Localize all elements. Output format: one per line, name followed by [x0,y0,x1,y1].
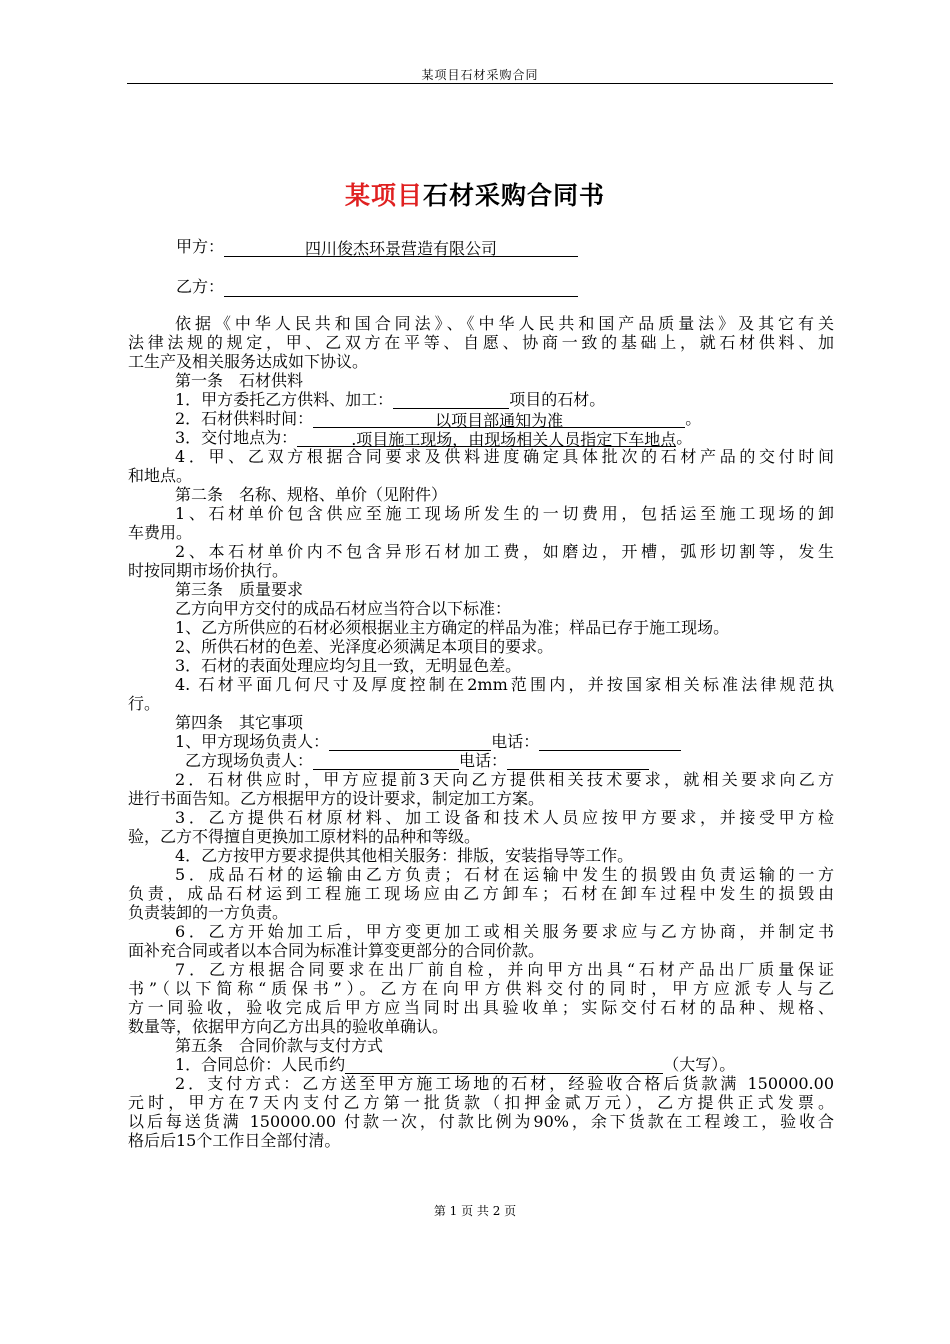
clause-1-4: 4．甲、乙双方根据合同要求及供料进度确定具体批次的石材产品的交付时间 [175,447,834,466]
clause-3-4-cont: 行。 [128,694,161,713]
clause-text: 乙方现场负责人： [185,751,314,770]
page-header: 某项目石材采购合同 [421,68,539,82]
title-text: 石材采购合同书 [423,181,606,210]
clause-2-1: 1、石材单价包含供应至施工现场所发生的一切费用，包括运至施工现场的卸 [175,504,834,523]
clause-3-2: 2、所供石材的色差、光泽度必须满足本项目的要求。 [175,637,554,656]
clause-2-2-cont: 时按同期市场价执行。 [128,561,289,580]
clause-2-2: 2、本石材单价内不包含异形石材加工费，如磨边，开槽，弧形切割等，发生 [175,542,834,561]
clause-text: 电话： [459,751,508,770]
party-b-label: 乙方： [176,277,225,296]
intro-line: 法律法规的规定，甲、乙双方在平等、自愿、协商一致的基础上，就石材供料、加 [128,333,834,352]
clause-4-5-cont: 负责，成品石材运到工程施工现场应由乙方卸车；石材在卸车过程中发生的损毁由 [128,884,834,903]
blank-field [313,753,459,770]
clause-5-2: 2．支付方式：乙方送至甲方施工场地的石材，经验收合格后货款满 150000.00 [175,1074,834,1093]
clause-3-intro: 乙方向甲方交付的成品石材应当符合以下标准： [175,599,512,618]
blank-field [345,1057,663,1074]
clause-1-3 [128,428,834,447]
clause-1-4-cont: 和地点。 [128,466,193,485]
clause-4-6-cont: 面补充合同或者以本合同为标准计算变更部分的合同价款。 [128,941,545,960]
party-a-label: 甲方： [176,237,225,256]
clause-text: 电话： [491,732,540,751]
article-3-title: 第三条 质量要求 [175,580,304,599]
clause-4-2-cont: 进行书面告知。乙方根据甲方的设计要求，制定加工方案。 [128,789,545,808]
title-project-name: 某项目 [344,181,423,210]
article-1-title: 第一条 石材供料 [175,371,304,390]
clause-4-6: 6．乙方开始加工后，甲方变更加工或相关服务要求应与乙方协商，并制定书 [175,922,834,941]
blank-field [539,734,681,751]
header-rule [127,83,833,84]
clause-4-2: 2．石材供应时，甲方应提前3天向乙方提供相关技术要求，就相关要求向乙方 [175,770,834,789]
clause-text: 1．甲方委托乙方供料、加工： [175,390,394,409]
party-b-value [224,276,578,297]
clause-text: 1．合同总价：人民币约 [175,1055,346,1074]
clause-3-4: 4. 石材平面几何尺寸及厚度控制在2mm范围内，并按国家相关标准法律规范执 [175,675,834,694]
clause-text: 项目的石材。 [509,390,606,409]
article-2-title: 第二条 名称、规格、单价（见附件） [175,485,448,504]
clause-text: 1、甲方现场负责人： [175,732,330,751]
clause-4-7-cont: 书”（以下简称“质保书”）。乙方在向甲方供料交付的同时，甲方应派专人与乙 [128,979,834,998]
filled-field: 以项目部通知为准 [313,411,685,428]
blank-field [393,392,509,409]
intro-line: 工生产及相关服务达成如下协议。 [128,352,369,371]
clause-4-1 [128,732,834,751]
party-a-value: 四川俊杰环景营造有限公司 [224,236,578,257]
clause-4-1b [128,751,834,770]
party-b [176,274,578,297]
contract-body [128,314,834,1150]
clause-3-1: 1、乙方所供应的石材必须根据业主方确定的样品为准；样品已存于施工现场。 [175,618,730,637]
clause-5-2-cont: 元时，甲方在7天内支付乙方第一批货款（扣押金贰万元），乙方提供正式发票。 [128,1093,834,1112]
clause-1-1 [128,390,834,409]
clause-4-5: 5．成品石材的运输由乙方负责；石材在运输中发生的损毁由负责运输的一方 [175,865,834,884]
clause-text: 。 [676,428,693,447]
clause-2-1-cont: 车费用。 [128,523,193,542]
clause-5-1 [128,1055,834,1074]
clause-4-5-cont: 负责装卸的一方负责。 [128,903,289,922]
article-5-title: 第五条 合同价款与支付方式 [175,1036,384,1055]
document-title [0,176,950,212]
clause-5-2-cont: 以后每送货满 150000.00 付款一次，付款比例为90%，余下货款在工程竣工，验收合 [128,1112,834,1131]
clause-3-3: 3．石材的表面处理应均匀且一致，无明显色差。 [175,656,522,675]
clause-text: 2．石材供料时间： [175,409,314,428]
clause-text: （大写）。 [663,1055,736,1074]
party-a [176,234,578,257]
clause-text: 3．交付地点为： [175,428,298,447]
filled-field: .项目施工现场，由现场相关人员指定下车地点 [297,430,676,447]
blank-field [329,734,491,751]
clause-4-3-cont: 验，乙方不得擅自更换加工原材料的品种和等级。 [128,827,481,846]
clause-1-2 [128,409,834,428]
intro-line: 依据《中华人民共和国合同法》、《中华人民共和国产品质量法》及其它有关 [175,314,834,333]
blank-field [507,753,649,770]
clause-4-4: 4．乙方按甲方要求提供其他相关服务：排版，安装指导等工作。 [175,846,634,865]
clause-4-3: 3．乙方提供石材原材料、加工设备和技术人员应按甲方要求，并接受甲方检 [175,808,834,827]
clause-4-7-cont: 数量等，依据甲方向乙方出具的验收单确认。 [128,1017,449,1036]
clause-text: 。 [685,409,702,428]
page-footer: 第 1 页 共 2 页 [433,1204,517,1218]
clause-5-2-cont: 格后后15个工作日全部付清。 [128,1131,341,1150]
clause-4-7: 7．乙方根据合同要求在出厂前自检，并向甲方出具“石材产品出厂质量保证 [175,960,834,979]
clause-4-7-cont: 方一同验收，验收完成后甲方应当同时出具验收单；实际交付石材的品种、规格、 [128,998,834,1017]
article-4-title: 第四条 其它事项 [175,713,304,732]
